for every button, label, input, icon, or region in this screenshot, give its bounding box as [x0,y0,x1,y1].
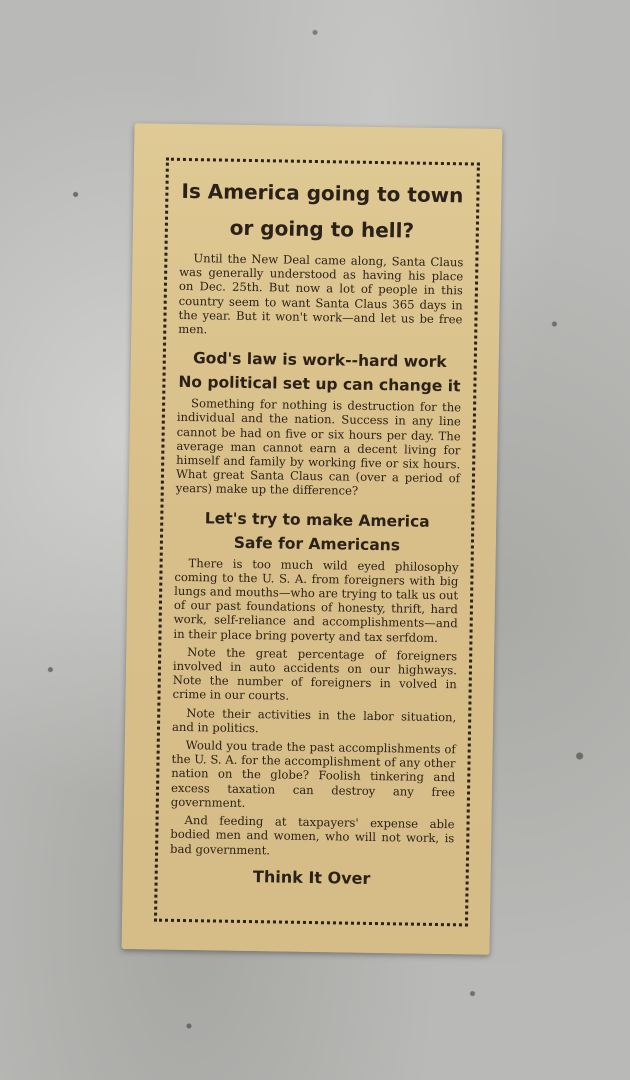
dotted-border-frame [154,158,480,927]
section2-paragraph-1: There is too much wild eyed philosophy coming to the U. S. A. from foreigners with big lungs and mouths—who are trying to talk us out of our past foundations of honesty, thrift, hard work, self-reliance and accomplishments—and in their place bring poverty and tax serfdom. [173,555,459,645]
section2-title-line-2: Safe for Americans [233,533,401,555]
closing-line: Think It Over [252,866,371,888]
section1-title-line-2: No political set up can change it [178,373,461,396]
section1-title-line-1: God's law is work--hard work [192,349,447,372]
section2-paragraph-5: And feeding at taxpayers' expense able bodied men and women, who will not work, is bad government. [170,813,455,857]
intro-paragraph: Until the New Deal came along, Santa Claus was generally understood as having his place on Dec. 25th. But now a lot of people in this country seem to want Santa Claus 365 days in the year. But it won't work—and let us be free men. [178,251,464,337]
headline [180,173,465,249]
section2-paragraph-3: Note their activities in the labor situation, and in politics. [171,705,457,736]
pamphlet-card [122,123,503,955]
headline-line-2: or going to hell? [229,215,415,243]
section2-title-line-1: Let's try to make America [204,508,430,531]
section1-paragraph: Something for nothing is destruction for the individual and the nation. Success in any line cannot be had on five or six hours per day. The average man cannot earn a decent living for himself and family by working five or six hours. What great Santa Claus can (over a period of years) make up the difference? [175,396,462,499]
section1-title [177,346,462,398]
section2-title [175,505,460,557]
section2-paragraph-2: Note the great percentage of foreigners involved in auto accidents on our highways. Note the number of foreigners in volved in crime in our courts. [172,644,458,704]
section2-paragraph-4: Would you trade the past accomplishments of the U. S. A. for the accomplishment of any other nation on the globe? Foolish tinkering and excess taxation can destroy any free government. [170,738,456,810]
headline-line-1: Is America going to town [181,178,464,208]
